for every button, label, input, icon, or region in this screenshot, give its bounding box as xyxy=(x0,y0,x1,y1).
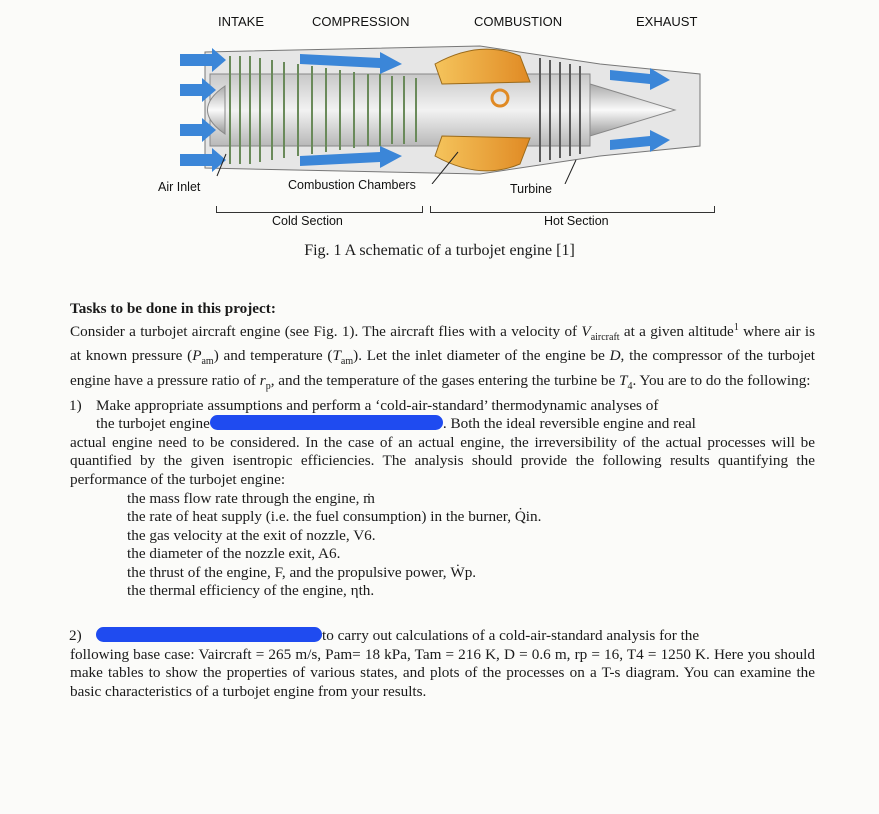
tasks-section xyxy=(70,300,815,701)
results-list xyxy=(70,490,815,602)
result-item: the thrust of the engine, F, and the propulsive power, Ẇp. xyxy=(127,563,477,581)
cold-section-bracket xyxy=(216,206,423,213)
label-cold-section: Cold Section xyxy=(272,214,343,228)
task-item-1-line2: the turbojet engine . Both the ideal reversible engine and real xyxy=(96,415,696,433)
task-item-2-line1: to carry out calculations of a cold-air-standard analysis for the xyxy=(96,627,815,646)
task-item-2 xyxy=(69,627,815,646)
result-item: the rate of heat supply (i.e. the fuel consumption) in the burner, Q̇in. xyxy=(127,508,542,526)
hot-section-bracket xyxy=(430,206,715,213)
header-combustion: COMBUSTION xyxy=(474,14,563,29)
turbojet-figure xyxy=(0,0,879,275)
task-item-1-body: actual engine need to be considered. In the case of an actual engine, the irreversibility of the actual processes will be quantified by the given isentropic efficiencies. The analysis should provide the following results quantifying the performance of the turbojet engine: xyxy=(70,433,815,488)
engine-schematic xyxy=(180,34,720,184)
task-item-1 xyxy=(69,397,815,434)
redaction-mark xyxy=(96,627,322,642)
task-item-1-line1: Make appropriate assumptions and perform a ‘cold-air-standard’ thermodynamic analyses of xyxy=(96,396,659,414)
tasks-title: Tasks to be done in this project: xyxy=(70,300,276,317)
task-item-1-number: 1) xyxy=(69,396,82,414)
label-turbine: Turbine xyxy=(510,182,552,196)
header-exhaust: EXHAUST xyxy=(636,14,698,29)
figure-caption: Fig. 1 A schematic of a turbojet engine [1] xyxy=(304,242,575,259)
header-intake: INTAKE xyxy=(218,14,264,29)
task-item-2-body: following base case: Vaircraft = 265 m/s, Pam= 18 kPa, Tam = 216 K, D = 0.6 m, rp = 16, T4 = 1250 K. Here you should make tables to show the properties of various states, and plots of the processes on a T-s diagram. You can examine the basic characteristics of a turbojet engine from your results. xyxy=(70,645,815,700)
label-hot-section: Hot Section xyxy=(544,214,609,228)
label-air-inlet: Air Inlet xyxy=(158,180,201,194)
intro-paragraph: Consider a turbojet aircraft engine (see Fig. 1). The aircraft flies with a velocity of $V_{aircraft}$ at a given altitude$^1$ where air is at known pressure $(P_{am})$ and temperature $(T_{am})$. Let the inlet diameter of the engine be D, the compressor of the turbojet engine have a pressure ratio of $r_p$, and the temperature of the gases entering the turbine be $T_4$. You are to do the following: xyxy=(70,321,816,392)
result-item: the thermal efficiency of the engine, ηth. xyxy=(127,582,375,600)
result-item: the diameter of the nozzle exit, A6. xyxy=(127,545,341,563)
result-item: the gas velocity at the exit of nozzle, V6. xyxy=(127,526,376,544)
header-compression: COMPRESSION xyxy=(312,14,410,29)
task-item-2-number: 2) xyxy=(69,627,82,645)
label-combustion-chambers: Combustion Chambers xyxy=(288,178,416,192)
engine-core xyxy=(210,74,590,146)
redaction-mark xyxy=(210,415,443,430)
result-item: the mass flow rate through the engine, ṁ xyxy=(127,489,375,507)
